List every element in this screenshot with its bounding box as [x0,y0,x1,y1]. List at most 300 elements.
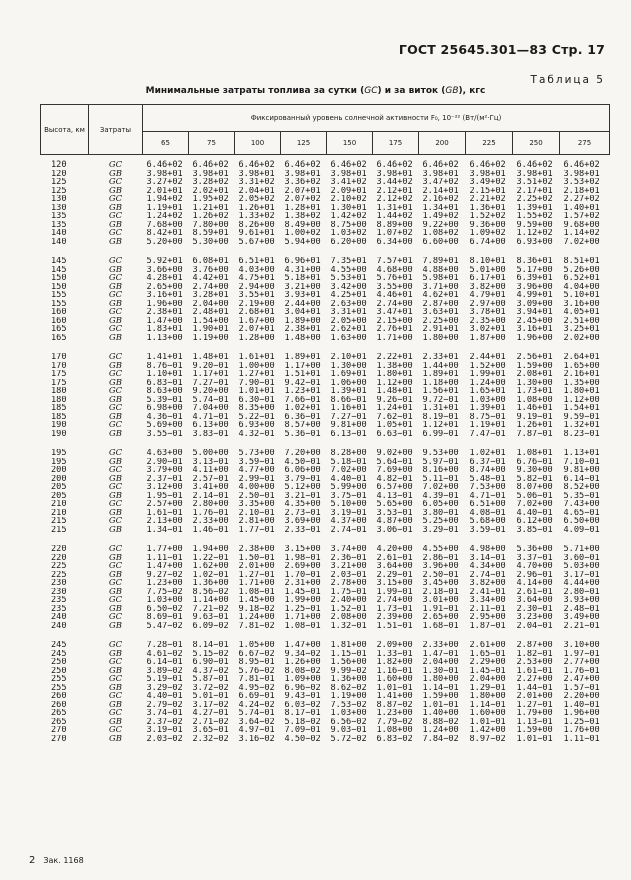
value-cell: 6.96+01 [284,257,321,266]
value-cell: 3.19−01 [146,726,183,735]
value-cell: 1.99−01 [376,587,413,596]
value-cell: 1.02−01 [192,570,229,579]
value-cell: 2.51+00 [563,316,600,325]
table-row [41,229,610,238]
value-cell: 1.44+00 [422,361,459,370]
value-cell: 3.02+01 [469,325,506,334]
value-cell: 1.03+00 [330,709,367,718]
value-cell: 4.27−01 [192,709,229,718]
value-cell: 2.56+01 [516,353,553,362]
value-cell: 3.66+00 [146,265,183,274]
table-row [41,726,610,735]
value-cell: 8.16+00 [422,466,459,475]
table-row [41,362,610,371]
value-cell: 1.19+01 [469,421,506,430]
value-cell: 2.65+00 [146,282,183,291]
value-cell: 1.28+00 [238,333,275,342]
value-cell: 5.97−01 [422,457,459,466]
value-cell: 9.81+00 [563,466,600,475]
value-cell: 2.09+00 [376,641,413,650]
value-cell: 7.53−02 [330,700,367,709]
value-cell: 6.37−01 [469,457,506,466]
value-cell: 5.11−01 [422,474,459,483]
value-cell: 1.63+00 [330,333,367,342]
value-cell: 9.03−01 [330,726,367,735]
value-cell: 3.41+00 [192,483,229,492]
value-cell: 7.20+00 [284,449,321,458]
table-row [41,257,610,266]
value-cell: 1.36+00 [330,675,367,684]
value-cell: 2.76+01 [376,325,413,334]
value-cell: 7.69+00 [376,466,413,475]
value-cell: 4.50−01 [284,457,321,466]
value-cell: 1.98−01 [284,553,321,562]
value-cell: 6.96−02 [284,683,321,692]
value-cell: 1.80+00 [422,333,459,342]
value-cell: 3.10+00 [563,641,600,650]
value-cell: 8.88−02 [422,717,459,726]
value-cell: 4.44+00 [563,579,600,588]
value-cell: 2.07+01 [238,325,275,334]
height-cell: 125 [50,186,67,195]
value-cell: 5.22−01 [238,412,275,421]
value-cell: 6.14−01 [146,658,183,667]
value-cell: 3.36+02 [284,178,321,187]
value-cell: 2.65+00 [422,613,459,622]
value-cell: 1.46−01 [192,525,229,534]
value-cell: 3.59−01 [238,457,275,466]
value-cell: 6.51+01 [238,257,275,266]
value-cell: 5.68+00 [469,517,506,526]
table-row [41,353,610,362]
value-cell: 6.98+00 [146,404,183,413]
value-cell: 1.71+00 [238,579,275,588]
cost-type-cell: GC [108,641,123,650]
value-cell: 1.00+00 [238,361,275,370]
table-row [41,483,610,492]
value-cell: 6.76−01 [516,457,553,466]
value-cell: 7.10−01 [563,457,600,466]
height-cell: 255 [50,683,67,692]
height-cell: 135 [50,212,67,221]
value-cell: 1.71+00 [284,613,321,622]
cost-type-cell: GC [108,308,123,317]
value-cell: 3.59−01 [469,525,506,534]
value-cell: 2.91+01 [422,325,459,334]
cost-type-cell: GB [108,587,123,596]
value-cell: 3.16−02 [238,734,275,743]
value-cell: 7.02+00 [330,466,367,475]
value-cell: 4.31+00 [284,265,321,274]
value-cell: 5.19−01 [146,675,183,684]
cost-type-cell: GB [108,700,123,709]
value-cell: 1.55+02 [516,212,553,221]
value-cell: 5.01+00 [469,265,506,274]
value-cell: 1.95+02 [192,195,229,204]
value-cell: 5.18+01 [284,274,321,283]
value-cell: 1.56+01 [422,387,459,396]
table-row [41,658,610,667]
value-cell: 8.26+00 [238,220,275,229]
value-cell: 6.46+02 [563,160,600,170]
value-cell: 5.67+00 [238,237,275,246]
value-cell: 1.27+01 [238,370,275,379]
value-cell: 1.17+00 [284,361,321,370]
height-cell: 150 [50,282,67,291]
value-cell: 1.45−01 [284,587,321,596]
value-cell: 2.27+02 [563,195,600,204]
value-cell: 2.74−01 [330,525,367,534]
cost-type-cell: GC [108,726,123,735]
value-cell: 5.72−02 [330,734,367,743]
value-cell: 2.03−02 [146,734,183,743]
value-cell: 7.81−01 [238,675,275,684]
value-cell: 1.83+01 [146,325,183,334]
value-cell: 1.21+01 [192,203,229,212]
value-cell: 3.74−01 [146,709,183,718]
value-cell: 2.87+00 [422,299,459,308]
value-cell: 3.75−01 [330,491,367,500]
value-cell: 1.16+01 [330,404,367,413]
value-cell: 4.46+01 [376,291,413,300]
value-cell: 2.94+00 [238,282,275,291]
value-cell: 4.77+00 [238,466,275,475]
value-cell: 2.62+01 [330,325,367,334]
value-cell: 1.96+00 [146,299,183,308]
cost-type-cell: GC [108,517,123,526]
value-cell: 3.16+00 [563,299,600,308]
value-cell: 2.07+02 [284,195,321,204]
table-row [41,396,610,405]
value-cell: 4.71−01 [192,412,229,421]
value-cell: 2.33+00 [422,641,459,650]
value-cell: 1.01−01 [469,717,506,726]
value-cell: 1.05+00 [238,641,275,650]
value-cell: 1.99+01 [469,370,506,379]
value-cell: 8.59+01 [192,229,229,238]
caption-part: ) и за виток ( [377,86,446,96]
value-cell: 1.33+02 [238,212,275,221]
value-cell: 7.02+00 [516,500,553,509]
value-cell: 1.82+00 [376,658,413,667]
value-cell: 1.62+00 [192,562,229,571]
height-cell: 210 [50,508,67,517]
value-cell: 1.31+01 [376,203,413,212]
cost-type-cell: GB [108,395,123,404]
value-cell: 3.83−01 [192,429,229,438]
table-row [41,571,610,580]
value-cell: 8.95−01 [238,658,275,667]
value-cell: 2.87+00 [516,641,553,650]
value-cell: 5.74−01 [238,709,275,718]
value-cell: 1.31+01 [422,404,459,413]
value-cell: 1.67+00 [238,316,275,325]
height-cell: 175 [50,370,67,379]
value-cell: 8.63+00 [146,387,183,396]
table-row [41,170,610,179]
value-cell: 3.98+01 [192,169,229,178]
col-header-height: Высота, км [41,105,89,155]
value-cell: 4.65−01 [563,508,600,517]
value-cell: 3.94+01 [516,308,553,317]
value-cell: 7.04+00 [192,404,229,413]
value-cell: 8.56−02 [192,587,229,596]
cost-type-cell: GC [108,562,123,571]
cost-type-cell: GB [108,186,123,195]
value-cell: 6.46+02 [146,160,183,170]
cost-type-cell: GB [108,508,123,517]
value-cell: 2.04−01 [516,621,553,630]
value-cell: 6.20+00 [330,237,367,246]
value-cell: 3.17−02 [192,700,229,709]
value-cell: 1.11−01 [563,734,600,743]
value-cell: 1.97−01 [563,649,600,658]
value-cell: 6.56−02 [330,717,367,726]
value-cell: 2.10+01 [330,353,367,362]
value-cell: 2.79−02 [146,700,183,709]
value-cell: 1.45−01 [469,666,506,675]
cost-type-cell: GC [108,404,123,413]
value-cell: 1.03+00 [146,596,183,605]
value-cell: 8.51+01 [563,257,600,266]
height-cell: 125 [50,178,67,187]
cost-type-cell: GC [108,675,123,684]
value-cell: 4.99+01 [516,291,553,300]
value-cell: 1.57+02 [563,212,600,221]
height-cell: 205 [50,483,67,492]
table-row [41,238,610,247]
value-cell: 3.44+02 [376,178,413,187]
value-cell: 1.13−01 [516,717,553,726]
page-header: ГОСТ 25645.301—83 Стр. 17 [398,42,605,57]
value-cell: 8.89+00 [376,220,413,229]
value-cell: 4.40−01 [146,692,183,701]
cost-type-cell: GB [108,457,123,466]
value-cell: 2.64+01 [563,353,600,362]
table-row [41,545,610,554]
value-cell: 2.18+01 [563,186,600,195]
value-cell: 4.71−01 [469,491,506,500]
value-cell: 1.24+02 [146,212,183,221]
value-cell: 1.42+00 [469,726,506,735]
height-cell: 215 [50,525,67,534]
table-row [41,449,610,458]
value-cell: 4.40−01 [330,474,367,483]
cost-type-cell: GC [108,195,123,204]
value-cell: 1.08−01 [284,621,321,630]
value-cell: 2.33+00 [192,517,229,526]
height-cell: 260 [50,700,67,709]
value-cell: 1.65−01 [469,649,506,658]
col-header-cost: Затраты [89,105,143,155]
value-cell: 1.19+01 [146,203,183,212]
value-cell: 4.24−02 [238,700,275,709]
value-cell: 5.25+00 [422,517,459,526]
value-cell: 5.99+00 [330,483,367,492]
cost-type-cell: GB [108,570,123,579]
value-cell: 9.68+00 [563,220,600,229]
col-header-flux: Фиксированный уровень солнечной активности F₀, 10⁻²² (Вт/(м²·Гц) [143,105,610,132]
value-cell: 2.57−01 [192,474,229,483]
value-cell: 1.00+02 [284,229,321,238]
value-cell: 1.79+00 [516,709,553,718]
value-cell: 6.50+00 [563,517,600,526]
value-cell: 3.29−01 [422,525,459,534]
value-cell: 1.07+02 [376,229,413,238]
value-cell: 1.01−01 [516,734,553,743]
cost-type-cell: GB [108,282,123,291]
fuel-cost-table [40,104,610,743]
value-cell: 2.38+01 [146,308,183,317]
value-cell: 1.45+00 [238,596,275,605]
value-cell: 2.80−01 [563,587,600,596]
value-cell: 2.29+00 [469,658,506,667]
value-cell: 1.08+01 [516,449,553,458]
value-cell: 7.68+00 [146,220,183,229]
gap-cell [41,342,610,353]
value-cell: 4.68+00 [376,265,413,274]
value-cell: 1.80+00 [469,692,506,701]
value-cell: 3.04+01 [284,308,321,317]
cost-type-cell: GC [108,613,123,622]
value-cell: 2.37−01 [146,474,183,483]
flux-level-header: 75 [189,132,235,155]
value-cell: 3.53+02 [563,178,600,187]
value-cell: 5.20+00 [146,237,183,246]
value-cell: 3.98+01 [563,169,600,178]
value-cell: 6.39+01 [516,274,553,283]
value-cell: 3.25+01 [563,325,600,334]
group-gap [41,438,610,449]
value-cell: 2.61−01 [516,587,553,596]
value-cell: 1.14−01 [469,700,506,709]
value-cell: 6.93+00 [238,421,275,430]
value-cell: 1.03+02 [330,229,367,238]
value-cell: 2.40+00 [330,596,367,605]
cost-type-cell: GC [108,421,123,430]
value-cell: 6.46+02 [330,160,367,170]
height-cell: 155 [50,299,67,308]
table-row [41,195,610,204]
height-cell: 205 [50,491,67,500]
value-cell: 9.81+00 [330,421,367,430]
value-cell: 2.05+00 [330,316,367,325]
cost-type-cell: GC [108,387,123,396]
value-cell: 1.61−01 [146,508,183,517]
value-cell: 1.77+00 [146,545,183,554]
value-cell: 9.99−02 [330,666,367,675]
value-cell: 3.74+00 [330,545,367,554]
value-cell: 1.73+01 [516,387,553,396]
gap-cell [41,534,610,545]
height-cell: 195 [50,449,67,458]
value-cell: 4.98+00 [469,545,506,554]
value-cell: 7.28−01 [146,641,183,650]
value-cell: 9.20−01 [192,361,229,370]
value-cell: 3.93+01 [284,291,321,300]
value-cell: 1.34−01 [146,525,183,534]
value-cell: 1.51+01 [284,370,321,379]
cost-type-cell: GB [108,361,123,370]
value-cell: 1.09+02 [469,229,506,238]
cost-type-cell: GB [108,666,123,675]
height-cell: 255 [50,675,67,684]
flux-level-header: 250 [513,132,560,155]
value-cell: 1.54+00 [192,316,229,325]
value-cell: 1.17+01 [192,370,229,379]
height-cell: 235 [50,604,67,613]
value-cell: 1.60+00 [469,709,506,718]
value-cell: 1.47+00 [146,562,183,571]
value-cell: 8.66−01 [330,395,367,404]
value-cell: 7.75−02 [146,587,183,596]
value-cell: 2.08+01 [516,370,553,379]
value-cell: 6.50−02 [146,604,183,613]
flux-level-header: 65 [143,132,189,155]
height-cell: 175 [50,378,67,387]
table-row [41,413,610,422]
value-cell: 5.35−01 [563,491,600,500]
height-cell: 230 [50,579,67,588]
value-cell: 4.79+01 [469,291,506,300]
cost-type-cell: GC [108,545,123,554]
height-cell: 130 [50,203,67,212]
value-cell: 1.25−01 [284,604,321,613]
caption-part: ), кгс [458,86,486,96]
value-cell: 9.53+00 [422,449,459,458]
cost-type-cell: GC [108,658,123,667]
cost-type-cell: GC [108,160,123,170]
value-cell: 2.21+02 [469,195,506,204]
value-cell: 2.14−01 [192,491,229,500]
height-cell: 120 [50,160,67,170]
value-cell: 2.96−01 [516,570,553,579]
value-cell: 6.60+00 [422,237,459,246]
value-cell: 6.34+00 [376,237,413,246]
value-cell: 3.21−01 [284,491,321,500]
value-cell: 3.47+02 [422,178,459,187]
cost-type-cell: GB [108,169,123,178]
value-cell: 1.89+00 [284,316,321,325]
value-cell: 3.15+00 [284,545,321,554]
value-cell: 1.26+01 [238,203,275,212]
value-cell: 3.16+01 [146,291,183,300]
value-cell: 4.55+00 [330,265,367,274]
value-cell: 9.26−01 [376,395,413,404]
table-row [41,509,610,518]
value-cell: 2.35+00 [469,316,506,325]
value-cell: 2.01+00 [238,562,275,571]
height-cell: 220 [50,545,67,554]
table-row [41,579,610,588]
height-cell: 150 [50,274,67,283]
value-cell: 6.13−01 [330,429,367,438]
value-cell: 1.42+02 [330,212,367,221]
value-cell: 2.80+00 [192,500,229,509]
value-cell: 3.12+00 [146,483,183,492]
value-cell: 5.36−01 [284,429,321,438]
value-cell: 7.27−01 [330,412,367,421]
value-cell: 1.80+01 [563,387,600,396]
height-cell: 190 [50,429,67,438]
value-cell: 2.27+00 [516,675,553,684]
group-gap [41,342,610,353]
value-cell: 6.09−02 [192,621,229,630]
gap-cell [41,630,610,641]
value-cell: 3.98+01 [330,169,367,178]
value-cell: 2.12+02 [376,195,413,204]
table-row [41,562,610,571]
